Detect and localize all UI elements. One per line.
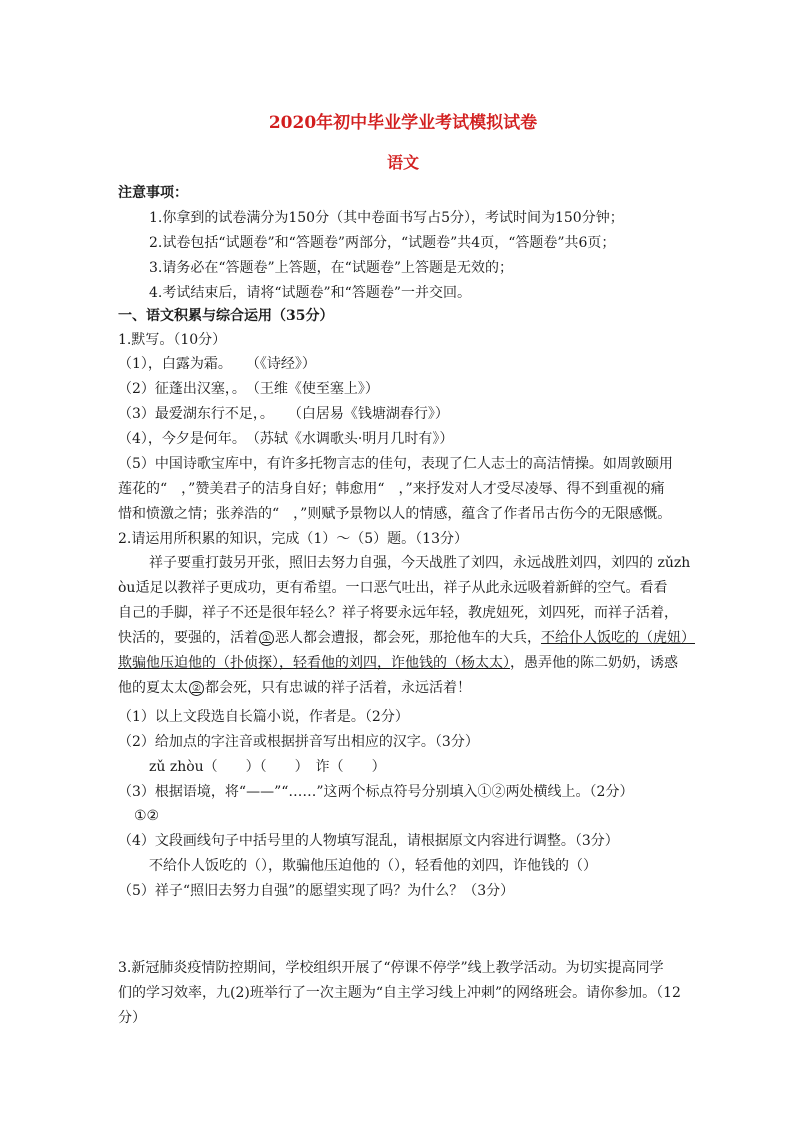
q1-line: （1），白露为霜。 （《诗经》）: [118, 356, 316, 372]
passage-text: ，愚弄他的陈二奶奶，诱惑: [510, 655, 678, 671]
q2-subquestion: （2）给加点的字注音或根据拼音写出相应的汉字。（3分）: [118, 734, 479, 750]
blank-marker-1: ①: [259, 631, 274, 646]
question-3-line: 们的学习效率，九(2)班举行了一次主题为“自主学习线上冲刺”的网络班会。请你参加。（12: [118, 985, 681, 1001]
q1-line: （4），今夕是何年。 （苏轼《水调歌头·明月几时有》）: [118, 431, 454, 447]
q1-item5-line: 惜和愤激之情；张养浩的“ ，”则赋予景物以人的情感，蕴含了作者吊古伤今的无限感慨。: [118, 506, 672, 522]
passage-line: 自己的手脚，祥子不还是很年轻么？祥子将要永远年轻，教虎妞死，刘四死，而祥子活着，: [118, 605, 678, 621]
section-heading: 一、语文积累与综合运用（35分）: [118, 308, 334, 324]
question-3-line: 3.新冠肺炎疫情防控期间，学校组织开展了“停课不停学”线上教学活动。为切实提高同学: [118, 960, 664, 976]
q2-answer-line: 不给仆人饭吃的（），欺骗他压迫他的（），轻看他的刘四，诈他钱的（）: [149, 858, 597, 874]
passage-line: òu适足以教祥子更成功，更有希望。一口恶气吐出，祥子从此永远吸着新鲜的空气。看看: [118, 580, 668, 596]
passage-line: [118, 678, 471, 698]
question-1-stem: 1.默写。（10分）: [118, 332, 227, 348]
q1-item5-line: 莲花的“ ，”赞美君子的洁身自好；韩愈用“ ，”来抒发对人才受尽凌辱、得不到重视的痛: [118, 481, 665, 497]
notes-heading: 注意事项：: [118, 185, 188, 201]
passage-text: 都会死，只有忠诚的祥子活着，永远活着！: [205, 680, 471, 696]
q1-line: （2）征蓬出汉塞，。 （王维《使至塞上》）: [118, 381, 379, 397]
note-item: 1.你拿到的试卷满分为150分（其中卷面书写占5分），考试时间为150分钟；: [149, 210, 624, 226]
passage-text: 快活的，要强的，活着: [118, 630, 258, 646]
passage-line: 祥子要重打鼓另开张，照旧去努力自强，今天战胜了刘四，永远战胜刘四，刘四的 zǔzh: [149, 555, 691, 571]
exam-title: 2020年初中毕业学业考试模拟试卷: [268, 113, 538, 133]
question-3-line: 分）: [118, 1010, 146, 1026]
q1-item5-line: （5）中国诗歌宝库中，有许多托物言志的佳句，表现了仁人志士的高洁情操。如周敦颐用: [118, 456, 673, 472]
q2-answer-line: ①②: [134, 808, 160, 824]
q2-answer-line: zǔ zhòu（ ）（ ） 诈（ ）: [149, 759, 386, 775]
underlined-sentence: 不给仆人饭吃的（虎妞）: [541, 630, 695, 646]
q2-subquestion: （4）文段画线句子中括号里的人物填写混乱，请根据原文内容进行调整。（3分）: [118, 833, 619, 849]
note-item: 2.试卷包括“试题卷”和“答题卷”两部分，“试题卷”共4页，“答题卷”共6页；: [149, 235, 616, 251]
passage-line: [118, 628, 695, 648]
q2-subquestion: （5）祥子“照旧去努力自强”的愿望实现了吗？为什么？（3分）: [118, 883, 515, 899]
question-2-stem: 2.请运用所积累的知识，完成（1）～（5）题。（13分）: [118, 531, 468, 547]
passage-text: 他的夏太太: [118, 680, 188, 696]
exam-subject: 语文: [386, 153, 419, 172]
passage-line: [118, 653, 678, 673]
note-item: 3.请务必在“答题卷”上答题，在“试题卷”上答题是无效的；: [149, 260, 513, 276]
note-item: 4.考试结束后，请将“试题卷”和“答题卷”一并交回。: [149, 285, 471, 301]
passage-text: 恶人都会遭报，都会死，那抢他车的大兵，: [275, 630, 541, 646]
q1-line: （3）最爱湖东行不足，。 （白居易《钱塘湖春行》）: [118, 406, 449, 422]
q2-subquestion: （1）以上文段选自长篇小说，作者是。（2分）: [118, 709, 409, 725]
q2-subquestion: （3）根据语境，将“——”“……”这两个标点符号分别填入①②两处横线上。（2分）: [118, 784, 634, 800]
underlined-sentence: 欺骗他压迫他的（扑侦探），轻看他的刘四，诈他钱的（杨太太）: [118, 655, 510, 671]
blank-marker-2: ②: [189, 681, 204, 696]
